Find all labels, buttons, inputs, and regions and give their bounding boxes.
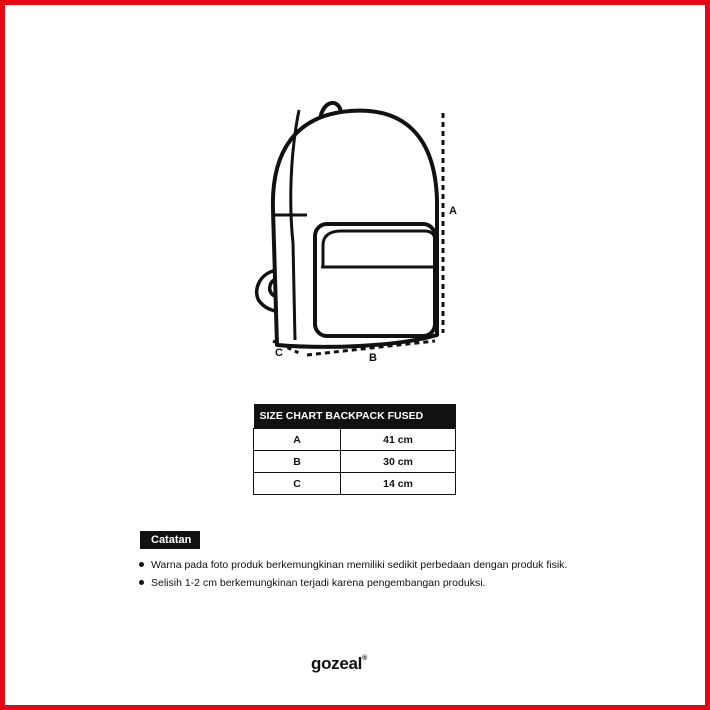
- notes-list: [137, 556, 567, 592]
- table-row: [254, 451, 456, 473]
- brand-logo: [311, 654, 367, 674]
- note-text: Warna pada foto produk berkemungkinan memiliki sedikit perbedaan dengan produk fisik.: [151, 559, 568, 571]
- bullet-icon: [139, 580, 144, 585]
- size-key: C: [254, 473, 341, 495]
- notes-heading: Catatan: [140, 531, 200, 549]
- table-row: [254, 429, 456, 451]
- size-key: A: [254, 429, 341, 451]
- front-pocket: [315, 224, 435, 336]
- size-key: B: [254, 451, 341, 473]
- backpack-illustration: [5, 5, 705, 405]
- list-item: [137, 574, 567, 592]
- size-chart-table: [253, 404, 456, 495]
- registered-mark: ®: [362, 655, 367, 662]
- note-text: Selisih 1-2 cm berkemungkinan terjadi karena pengembangan produksi.: [151, 577, 486, 589]
- size-chart-page: [5, 5, 705, 705]
- bullet-icon: [139, 562, 144, 567]
- size-value: 30 cm: [341, 451, 456, 473]
- dimension-b-label: B: [369, 352, 377, 364]
- size-value: 14 cm: [341, 473, 456, 495]
- dimension-a-label: A: [449, 205, 457, 217]
- dimension-c-label: C: [275, 347, 283, 359]
- size-chart-title: SIZE CHART BACKPACK FUSED: [254, 404, 456, 429]
- list-item: [137, 556, 567, 574]
- table-row: [254, 473, 456, 495]
- brand-name: gozeal: [311, 654, 363, 673]
- size-value: 41 cm: [341, 429, 456, 451]
